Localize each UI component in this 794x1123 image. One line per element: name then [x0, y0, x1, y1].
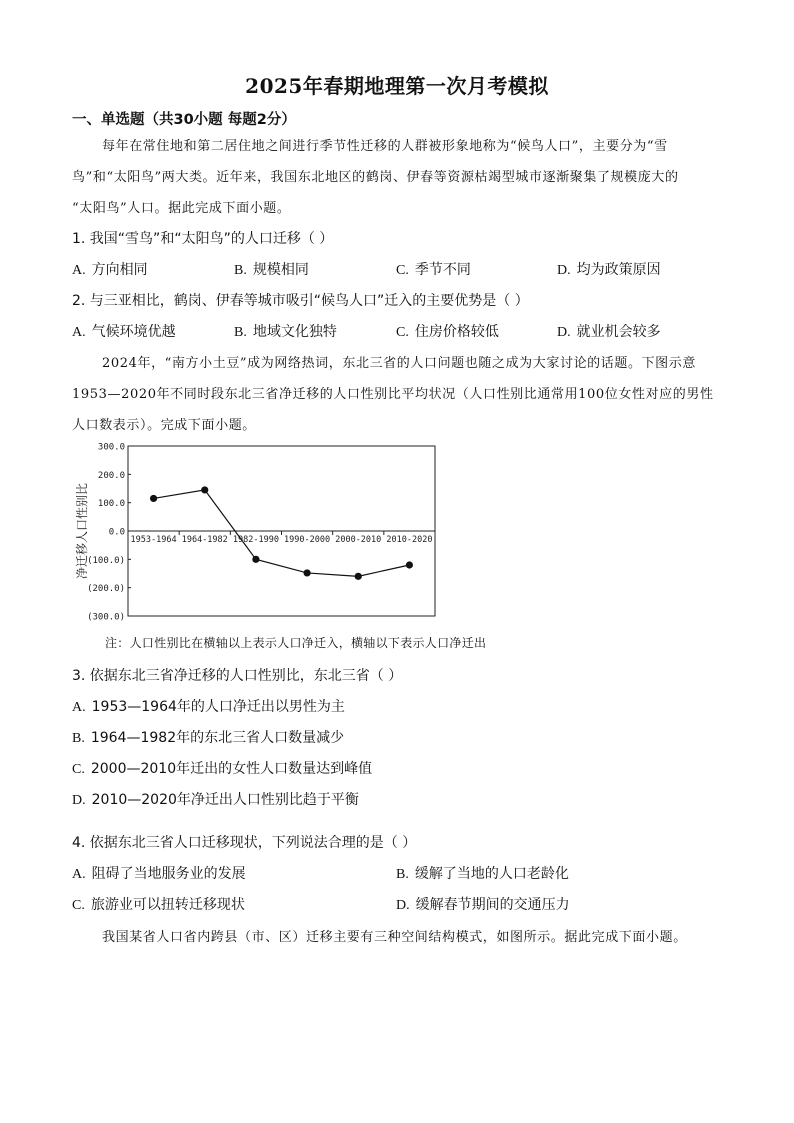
passage2-line1: 2024年，“南方小土豆”成为网络热词，东北三省的人口问题也随之成为大家讨论的话题。下图示意 [102, 356, 696, 371]
sex-ratio-chart-svg [70, 436, 450, 626]
question-3-option-b[interactable] [72, 727, 344, 747]
option-text: 2000—2010年迁出的女性人口数量达到峰值 [90, 761, 373, 777]
option-text: 住房价格较低 [414, 324, 499, 340]
option-text: 就业机会较多 [576, 324, 661, 340]
data-point-2010-2020 [406, 561, 413, 568]
option-key: B. [234, 325, 247, 340]
option-key: C. [72, 762, 85, 777]
option-text: 均为政策原因 [576, 262, 661, 278]
option-text: 缓解春节期间的交通压力 [415, 897, 570, 913]
option-key: C. [396, 263, 409, 278]
option-key: B. [396, 867, 409, 882]
data-point-2000-2010 [355, 573, 362, 580]
option-key: D. [557, 325, 571, 340]
x-tick-label: 1990-2000 [284, 535, 331, 545]
data-point-1990-2000 [303, 569, 310, 576]
option-text: 阻碍了当地服务业的发展 [91, 866, 246, 882]
question-1-option-a[interactable] [72, 259, 148, 279]
passage1-line2: 鸟”和“太阳鸟”两大类。近年来，我国东北地区的鹤岗、伊春等资源枯竭型城市逐渐聚集了规模庞大的 [72, 170, 679, 185]
question-3-option-c[interactable] [72, 758, 372, 778]
question-2-option-d[interactable] [557, 321, 661, 341]
option-text: 旅游业可以扭转迁移现状 [90, 897, 245, 913]
option-text: 1953—1964年的人口净迁出以男性为主 [91, 699, 345, 715]
option-key: A. [72, 263, 86, 278]
x-tick-label: 2000-2010 [335, 535, 382, 545]
sex-ratio-chart [70, 436, 450, 626]
option-key: A. [72, 867, 86, 882]
option-text: 方向相同 [91, 262, 148, 278]
option-text: 规模相同 [252, 262, 309, 278]
option-key: C. [396, 325, 409, 340]
y-tick-label: 100.0 [97, 499, 125, 510]
data-point-1982-1990 [252, 556, 259, 563]
option-key: D. [557, 263, 571, 278]
question-4-option-b[interactable] [396, 863, 569, 883]
question-1-option-b[interactable] [234, 259, 309, 279]
question-2-option-c[interactable] [396, 321, 499, 341]
option-key: B. [234, 263, 247, 278]
option-key: A. [72, 700, 86, 715]
question-3-option-a[interactable] [72, 696, 345, 716]
option-text: 气候环境优越 [91, 324, 176, 340]
passage3: 我国某省人口省内跨县（市、区）迁移主要有三种空间结构模式，如图所示。据此完成下面小题。 [102, 930, 687, 945]
x-tick-label: 1982-1990 [232, 535, 279, 545]
question-4-option-a[interactable] [72, 863, 246, 883]
question-2-option-a[interactable] [72, 321, 176, 341]
x-tick-label: 1964-1982 [181, 535, 228, 545]
y-tick-label: (100.0) [87, 555, 125, 566]
y-tick-label: 300.0 [97, 442, 125, 453]
chart-note: 注：人口性别比在横轴以上表示人口净迁入，横轴以下表示人口净迁出 [105, 636, 487, 650]
option-key: D. [72, 793, 86, 808]
y-axis-label: 净迁移人口性别比 [75, 482, 89, 580]
option-text: 2010—2020年净迁出人口性别比趋于平衡 [91, 792, 359, 808]
question-4-option-c[interactable] [72, 894, 245, 914]
question-1-option-c[interactable] [396, 259, 471, 279]
y-tick-label: (200.0) [87, 584, 125, 595]
option-text: 地域文化独特 [252, 324, 337, 340]
passage1-line1: 每年在常住地和第二居住地之间进行季节性迁移的人群被形象地称为“候鸟人口”，主要分为“雪 [102, 139, 668, 154]
exam-title: 2025年春期地理第一次月考模拟 [245, 74, 549, 98]
passage2-line3: 人口数表示）。完成下面小题。 [72, 418, 256, 433]
y-tick-label: 200.0 [97, 470, 125, 481]
x-tick-label: 1953-1964 [130, 535, 177, 545]
option-text: 1964—1982年的东北三省人口数量减少 [90, 730, 345, 746]
option-text: 缓解了当地的人口老龄化 [414, 866, 569, 882]
option-text: 季节不同 [414, 262, 471, 278]
option-key: A. [72, 325, 86, 340]
question-3-stem: 3. 依据东北三省净迁移的人口性别比，东北三省（ ） [72, 668, 403, 684]
option-key: D. [396, 898, 410, 913]
passage1-line3: “太阳鸟”人口。据此完成下面小题。 [72, 201, 291, 216]
section-heading: 一、单选题（共30小题 每题2分） [72, 112, 296, 128]
x-tick-label: 2010-2020 [386, 535, 433, 545]
data-point-1953-1964 [150, 495, 157, 502]
question-4-stem: 4. 依据东北三省人口迁移现状，下列说法合理的是（ ） [72, 835, 417, 851]
question-1-option-d[interactable] [557, 259, 661, 279]
y-tick-label: (300.0) [87, 612, 125, 623]
question-4-option-d[interactable] [396, 894, 570, 914]
data-point-1964-1982 [201, 486, 208, 493]
question-3-option-d[interactable] [72, 789, 359, 809]
question-2-option-b[interactable] [234, 321, 337, 341]
y-tick-label: 0.0 [108, 527, 125, 538]
option-key: C. [72, 898, 85, 913]
question-2-stem: 2. 与三亚相比，鹤岗、伊春等城市吸引“候鸟人口”迁入的主要优势是（ ） [72, 293, 529, 309]
passage2-line2: 1953—2020年不同时段东北三省净迁移的人口性别比平均状况（人口性别比通常用100位女性对应的男性 [72, 387, 714, 402]
question-1-stem: 1. 我国“雪鸟”和“太阳鸟”的人口迁移（ ） [72, 231, 334, 247]
option-key: B. [72, 731, 85, 746]
